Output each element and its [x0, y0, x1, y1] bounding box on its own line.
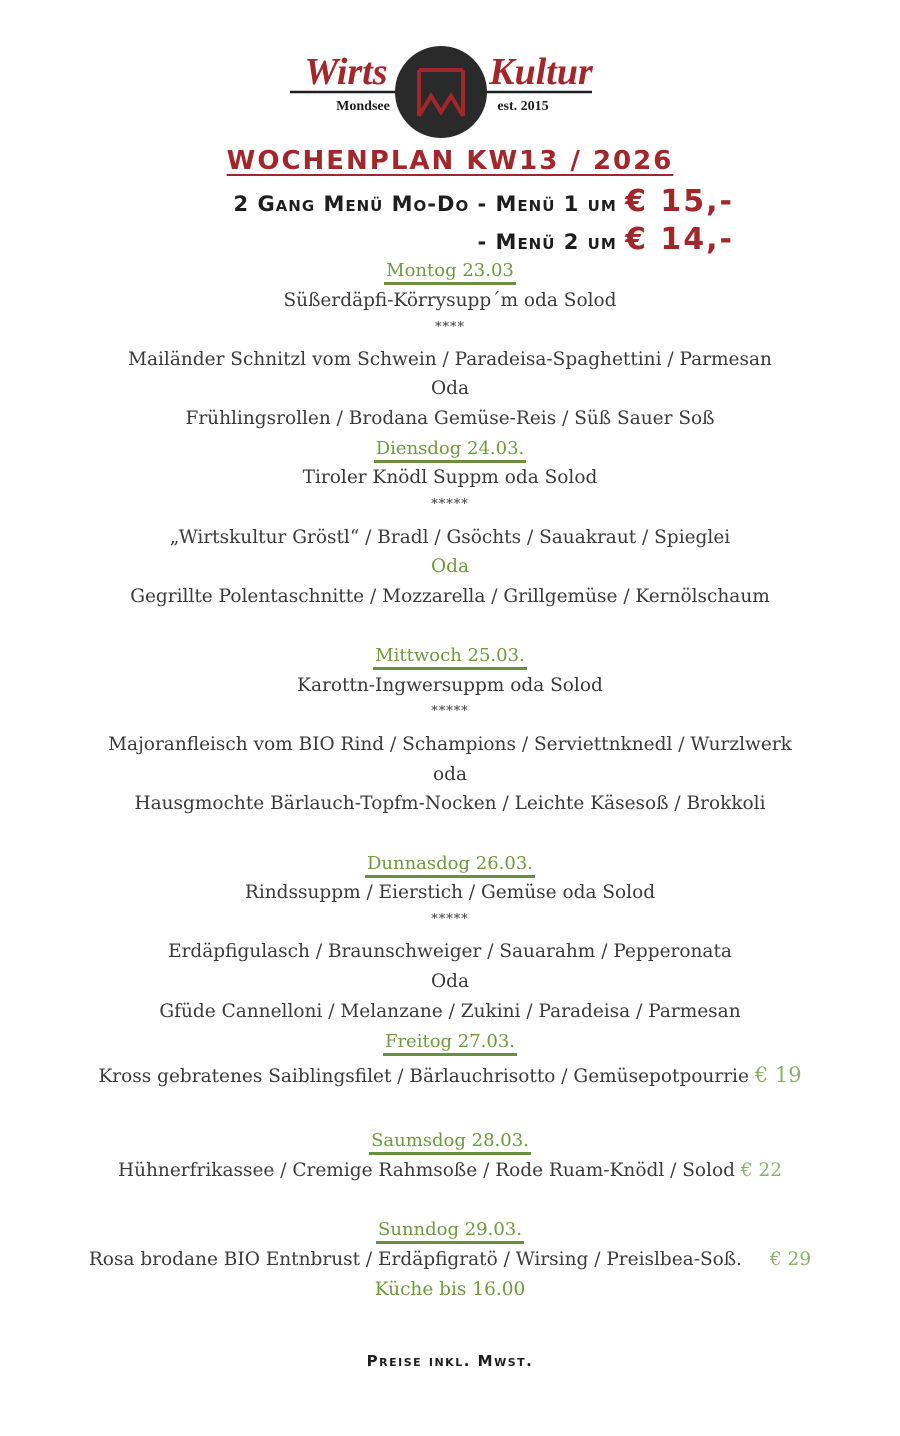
wednesday-main-2: Hausgmochte Bärlauch-Topfm-Nocken / Leichte Käsesoß / Brokkoli	[134, 793, 766, 814]
friday-dish: Kross gebratenes Saiblingsfilet / Bärlauchrisotto / Gemüsepotpourrie	[98, 1066, 749, 1087]
day-heading-thursday: Dunnasdog 26.03.	[0, 853, 900, 875]
monday-or: Oda	[430, 378, 470, 399]
friday-main	[0, 1063, 900, 1089]
day-heading-monday: Montog 23.03	[0, 260, 900, 282]
page-title: WOCHENPLAN KW13 / 2026	[226, 146, 674, 176]
menu-1-price: € 15,-	[625, 184, 734, 219]
logo-left-word: Wirts	[304, 51, 388, 93]
day-heading-saturday: Saumsdog 28.03.	[0, 1130, 900, 1152]
thursday-separator: *****	[431, 912, 469, 927]
monday-main-1: Mailänder Schnitzl vom Schwein / Paradeisa-Spaghettini / Parmesan	[128, 349, 772, 370]
monday-separator: ****	[435, 320, 465, 335]
sunday-main	[0, 1248, 900, 1272]
thursday-main-1: Erdäpfigulasch / Braunschweiger / Sauarahm / Pepperonata	[168, 941, 732, 962]
wednesday-main-1: Majoranfleisch vom BIO Rind / Schampions / Serviettnknedl / Wurzlwerk	[108, 734, 792, 755]
price-note: Preise inkl. Mwst.	[366, 1352, 534, 1370]
sunday-price: € 29	[769, 1249, 812, 1270]
wednesday-separator: *****	[431, 704, 469, 719]
day-heading-tuesday: Diensdog 24.03.	[0, 438, 900, 460]
monday-soup: Süßerdäpfi-Körrysupp´m oda Solod	[283, 290, 617, 311]
wednesday-or: oda	[432, 764, 467, 785]
thursday-main-2: Gfüde Cannelloni / Melanzane / Zukini / Paradeisa / Parmesan	[159, 1001, 741, 1022]
saturday-price: € 22	[740, 1160, 783, 1181]
saturday-main	[0, 1159, 900, 1183]
day-heading-friday: Freitog 27.03.	[0, 1031, 900, 1053]
sunday-dish: Rosa brodane BIO Entnbrust / Erdäpfigratö / Wirsing / Preislbea-Soß.	[88, 1249, 743, 1270]
friday-price: € 19	[754, 1063, 802, 1087]
monday-main-2: Frühlingsrollen / Brodana Gemüse-Reis / Süß Sauer Soß	[185, 408, 715, 429]
kitchen-hours: Küche bis 16.00	[374, 1279, 526, 1300]
logo-right-word: Kultur	[489, 51, 593, 93]
wednesday-soup: Karottn-Ingwersuppm oda Solod	[297, 675, 603, 696]
logo-left-sub: Mondsee	[336, 99, 390, 114]
thursday-soup: Rindssuppm / Eierstich / Gemüse oda Solod	[244, 882, 656, 903]
logo-right-sub: est. 2015	[497, 99, 549, 114]
tuesday-main-2: Gegrillte Polentaschnitte / Mozzarella / Grillgemüse / Kernölschaum	[130, 586, 770, 607]
tuesday-soup: Tiroler Knödl Suppm oda Solod	[302, 467, 598, 488]
menu-line-2-text: - Menü 2 um	[477, 230, 617, 254]
tuesday-or: Oda	[430, 556, 470, 577]
menu-2-price: € 14,-	[625, 222, 734, 257]
wirtskultur-logo	[286, 44, 596, 140]
saturday-dish: Hühnerfrikassee / Cremige Rahmsoße / Rode Ruam-Knödl / Solod	[117, 1160, 735, 1181]
day-heading-wednesday: Mittwoch 25.03.	[0, 645, 900, 667]
menu-line-1-text: 2 Gang Menü Mo-Do - Menü 1 um	[233, 192, 617, 216]
day-heading-sunday: Sunndog 29.03.	[0, 1219, 900, 1241]
tuesday-separator: *****	[431, 497, 469, 512]
menu-line-1	[234, 184, 734, 219]
thursday-or: Oda	[430, 971, 470, 992]
menu-line-2	[478, 222, 734, 257]
tuesday-main-1: „Wirtskultur Gröstl“ / Bradl / Gsöchts / Sauakraut / Spieglei	[169, 527, 731, 548]
